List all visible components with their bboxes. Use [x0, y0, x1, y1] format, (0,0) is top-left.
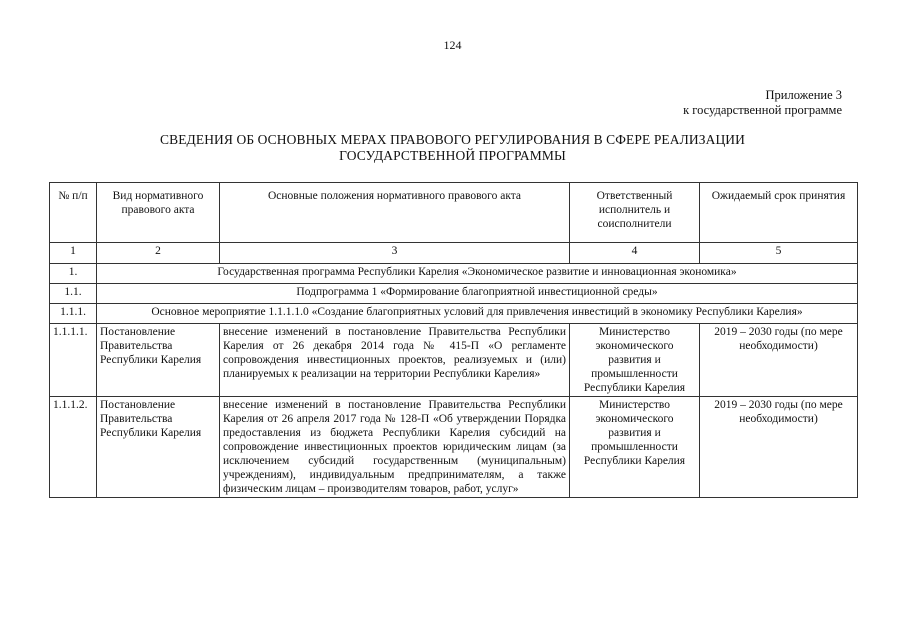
document-title	[0, 132, 905, 164]
subprogram-row	[50, 284, 858, 304]
program-number: 1.	[50, 264, 97, 284]
column-number: 4	[570, 243, 700, 264]
main-measure-row	[50, 304, 858, 324]
table-header-row	[50, 183, 858, 243]
row-executor: Министерство экономического развития и промышленности Республики Карелия	[570, 324, 700, 397]
legal-measures-table	[49, 182, 858, 498]
table-row	[50, 324, 858, 397]
column-number: 3	[220, 243, 570, 264]
row-term: 2019 – 2030 годы (по мере необходимости)	[700, 324, 858, 397]
row-number: 1.1.1.1.	[50, 324, 97, 397]
header-provisions: Основные положения нормативного правового акта	[220, 183, 570, 243]
row-number: 1.1.1.2.	[50, 397, 97, 498]
program-row	[50, 264, 858, 284]
row-provisions: внесение изменений в постановление Правительства Республики Карелия от 26 декабря 2014 года № 415-П «О регламенте сопровождения инвестиционных проектов, реализуемых и (или) планируемых к реализации на территории Республики Карелия»	[220, 324, 570, 397]
column-number: 2	[97, 243, 220, 264]
document-title-line-1: СВЕДЕНИЯ ОБ ОСНОВНЫХ МЕРАХ ПРАВОВОГО РЕГУЛИРОВАНИЯ В СФЕРЕ РЕАЛИЗАЦИИ	[159, 132, 745, 147]
header-number: № п/п	[50, 183, 97, 243]
appendix-line-2: к государственной программе	[683, 103, 842, 117]
row-act-type: Постановление Правительства Республики Карелия	[97, 324, 220, 397]
subprogram-title: Подпрограмма 1 «Формирование благоприятной инвестиционной среды»	[97, 284, 858, 304]
page-number: 124	[443, 38, 462, 52]
header-act-type: Вид нормативного правового акта	[97, 183, 220, 243]
appendix-line-1: Приложение 3	[765, 88, 842, 102]
document-title-line-2: ГОСУДАРСТВЕННОЙ ПРОГРАММЫ	[339, 148, 566, 163]
main-measure-number: 1.1.1.	[50, 304, 97, 324]
column-numbers-row	[50, 243, 858, 264]
subprogram-number: 1.1.	[50, 284, 97, 304]
row-term: 2019 – 2030 годы (по мере необходимости)	[700, 397, 858, 498]
row-provisions: внесение изменений в постановление Правительства Республики Карелия от 26 апреля 2017 года № 128-П «Об утверждении Порядка предоставления из бюджета Республики Карелия субсидий на сопровождение инвестиционных проектов юридическим лицам (за исключением субсидий государственным (муниципальным) учреждениям), индивидуальным предпринимателям, а также физическим лицам – производителям товаров, работ, услуг»	[220, 397, 570, 498]
header-executor: Ответственный исполнитель и соисполнители	[570, 183, 700, 243]
row-act-type: Постановление Правительства Республики Карелия	[97, 397, 220, 498]
appendix-label	[683, 88, 842, 118]
column-number: 1	[50, 243, 97, 264]
row-executor: Министерство экономического развития и промышленности Республики Карелия	[570, 397, 700, 498]
program-title: Государственная программа Республики Карелия «Экономическое развитие и инновационная экономика»	[97, 264, 858, 284]
column-number: 5	[700, 243, 858, 264]
table-row	[50, 397, 858, 498]
main-measure-title: Основное мероприятие 1.1.1.1.0 «Создание благоприятных условий для привлечения инвестиций в экономику Республики Карелия»	[97, 304, 858, 324]
header-term: Ожидаемый срок принятия	[700, 183, 858, 243]
